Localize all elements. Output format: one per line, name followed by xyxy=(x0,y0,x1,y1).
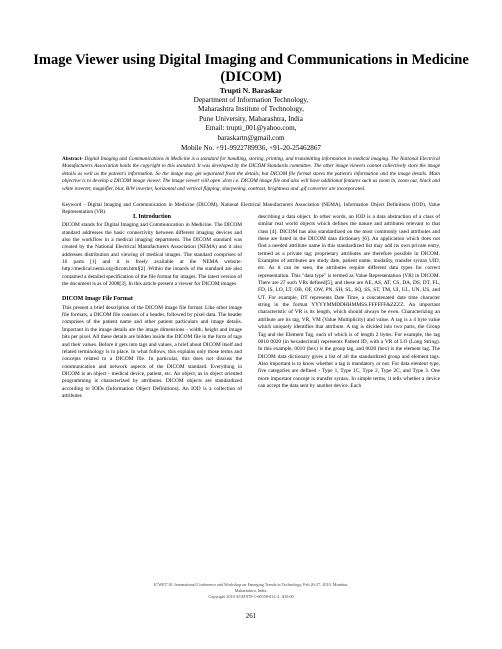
right-column xyxy=(258,214,440,390)
author-email-2: baraskartn@gmail.com xyxy=(217,133,285,142)
author-block xyxy=(60,86,442,153)
intro-paragraph: DICOM stands for Digital Imaging and Communication in Medicine. The DICOM standard addresses the basic connectivity between different imaging devices and also the workflow in a medical imaging department. The DICOM standard was created by the National Electrical Manufacturers Association (NEMA) and it also addresses distribution and viewing of medical images. The standard comprises of 16 parts [1] and it is freely available at the NEMA website: http://medical.nema.org/dicom.html[2] .Within the innards of the standard are also contained a detailed specification of the file format for images. The latest version of the document is as of 2008[3]. In this article present a viewer for DICOM images xyxy=(62,222,242,288)
author-name: Trupti N. Baraskar xyxy=(219,86,283,95)
paper-title: Image Viewer using Digital Imaging and Communications in Medicine (DICOM) xyxy=(33,52,469,85)
footer-line-1: ICWET'10, International Conference and Workshop on Emerging Trends in Technology, Feb 26-27, 2010, Mumbai, Maharashtra, India. xyxy=(153,582,349,593)
abstract xyxy=(62,156,440,193)
abstract-text: Digital Imaging and Communications in Medicine is a standard for handling, storing, printing, and transmitting information in medical imaging. The National Electrical Manufacturers Association holds the copyright to this standard. It was developed by the DICOM Standards committee. The other image viewers cannot collectively store the image details as well as the patient's information. So the image may get separated from the details, but DICOM file format stores the patient's information and the image details. Main objective is to develop a DICOM image viewer. The image viewer will open .dcm i.e. DICOM image file and also will have additional features such as zoom in, zoom out, black and white inverter, magnifier, blur, B/W inverter, horizontal and vertical flipping, sharpening, contrast, brightness and .gif converter are incorporated. xyxy=(62,156,440,192)
conference-footer xyxy=(150,582,352,600)
author-department: Department of Information Technology, xyxy=(193,95,309,104)
author-institute: Maharashtra Institute of Technology, xyxy=(198,105,304,114)
page-number: 261 xyxy=(245,612,257,620)
abstract-label: Abstract- xyxy=(62,156,84,162)
footer-line-2: Copyright 2010 ACM 978-1-60558-812-4...$10.00 xyxy=(208,594,294,599)
left-column xyxy=(62,214,242,400)
author-mobile: Mobile No. +91-9922789936, +91-20-25462867 xyxy=(180,143,322,152)
author-email-1: Email: trupti_001@yahoo.com, xyxy=(205,124,297,133)
right-column-paragraph: describing a data object. In other words, an IOD is a data abstraction of a class of similar real world objects which defines the nature and attributes relevant to that class [4]. DICOM has also standardized on the most commonly used attributes and these are listed in the DICOM data dictionary [6]. An application which does not find a needed attribute name in this standardized list may add its own private entry, termed as a private tag; proprietary attributes are therefore possible in DICOM. Examples of attributes are study date, patient name, modality, transfer syntax UID, etc. As it can be seen, the attributes require different data types for correct representation. This "data type" is termed as Value Representation (VR) in DICOM. There are 27 such VRs defined[5], and these are AE, AS, AT, CS, DA, DS, DT, FL, FD, IS, LO, LT, OB, OF, OW, PN, SH, SL, SQ, SS, ST, TM, UI, UL, UN, US, and UT. For example, DT represents Date Time, a concatenated date time character string in the format YYYYMMDDHHMMSS.FFFFFF&ZZZZ. An important characteristic of VR is its length, which should always be even. Characterizing an attribute are its tag, VR, VM (Value Multiplicity) and value. A tag is a 4 byte value which uniquely identifies that attribute. A tag is divided into two parts, the Group Tag and the Element Tag, each of which is of length 2 bytes. For example, the tag 0010 0020 (in hexadecimal) represents Patient ID, with a VR of LO (Long String). In this example, 0010 (hex) is the group tag, and 0020 (hex) is the element tag. The DICOM data dictionary gives a list of all the standardized group and element tags. Also important is to know whether a tag is mandatory or not. For data element type, five categories are defined - Type 1, Type 1C, Type 2, Type 2C, and Type 3. One more important concept is transfer syntax. In simple terms, it tells whether a device can accept the data sent by another device. Each xyxy=(258,214,440,389)
author-city: Pune University, Maharashtra, India xyxy=(199,114,303,123)
section-heading-introduction: I. Introduction xyxy=(133,214,171,220)
file-format-paragraph: This present a brief description of the DICOM image file format. Like other image file formats, a DICOM file consists of a header, followed by pixel data. The header comprises of the patient name and other patient particulars and image details. Important in the image details are the image dimensions - width, height and image bits per pixel. All these details are hidden inside the DICOM file in the form of tags and their values. Before it gets into tags and values, a brief about DICOM itself and related terminology is in place. In what follows, this explains only those terms and concepts related to a DICOM file. In particular, this does not discuss the communication and network aspects of the DICOM standard. Everything in DICOM is an object - medical device, patient, etc. An object, as in object oriented programming is characterized by attributes. DICOM objects are standardized according to IODs (Information Object Definitions). An IOD is a collection of attributes xyxy=(62,304,242,399)
keywords-label: Keyword - xyxy=(62,202,86,208)
subsection-heading-file-format: DICOM Image File Format xyxy=(62,296,133,303)
keywords-text: Digital Imaging and Communication in Medicine (DICOM), National Electrical Manufacturers Association (NEMA), Information Object Definitions (IOD), Value Representation (VR). xyxy=(62,202,441,216)
